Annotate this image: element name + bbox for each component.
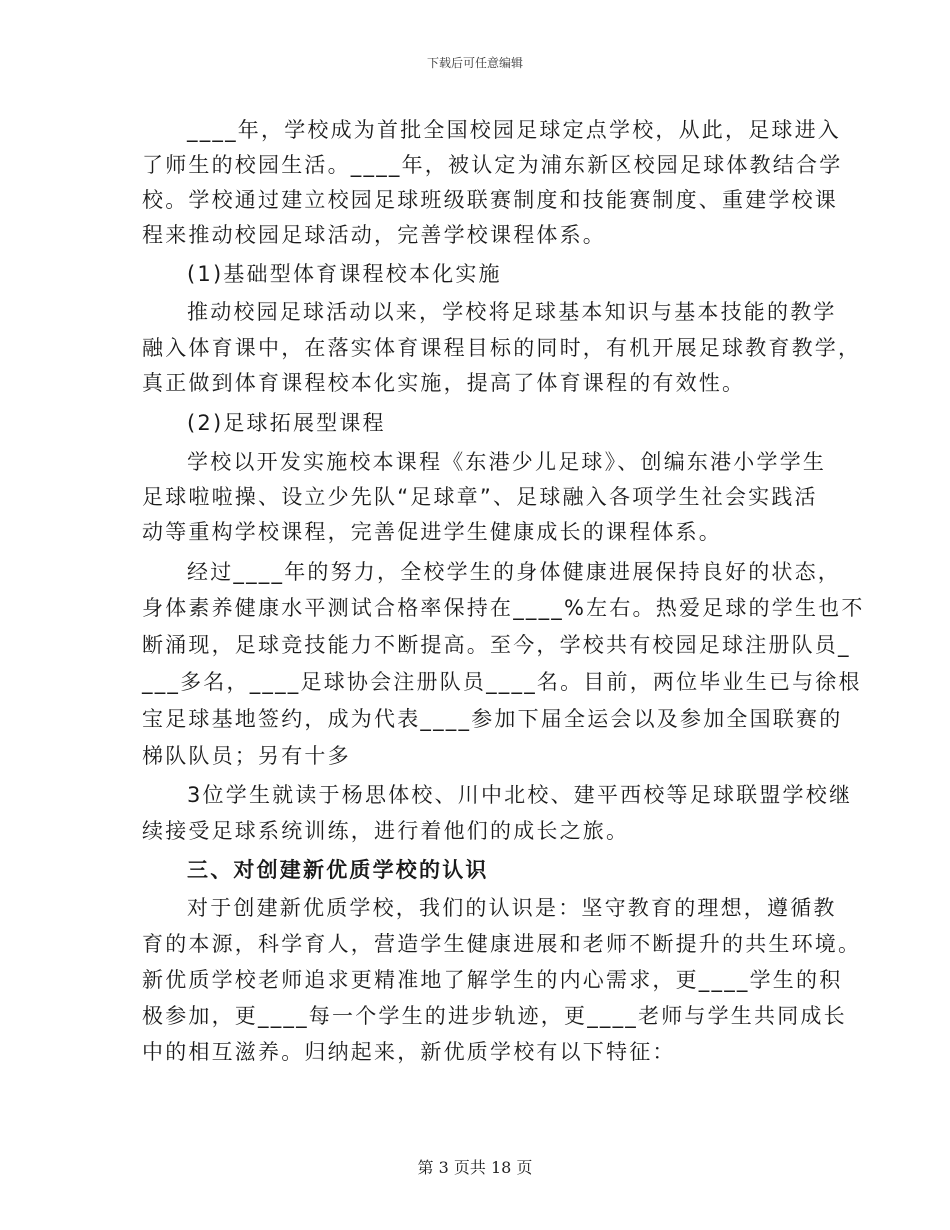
body-line: 对于创建新优质学校，我们的认识是：坚守教育的理想，遵循教: [187, 896, 837, 920]
body-line: 足球啦啦操、设立少先队“足球章”、足球融入各项学生社会实践活: [142, 485, 818, 509]
body-line: 了师生的校园生活。____年，被认定为浦东新区校园足球体教结合学: [142, 153, 843, 177]
body-line: 宝足球基地签约，成为代表____参加下届全运会以及参加全国联赛的: [142, 707, 843, 731]
body-line: 动等重构学校课程，完善促进学生健康成长的课程体系。: [142, 520, 722, 544]
body-line: 梯队队员；另有十多: [142, 744, 351, 768]
subsection-heading: (1)基础型体育课程校本化实施: [187, 262, 502, 286]
body-line: ___多名，____足球协会注册队员____名。目前，两位毕业生已与徐根: [142, 670, 862, 694]
body-line: 身体素养健康水平测试合格率保持在____%左右。热爱足球的学生也不: [142, 596, 865, 620]
body-line: 3位学生就读于杨思体校、川中北校、建平西校等足球联盟学校继: [187, 783, 853, 807]
page-footer: 第 3 页共 18 页: [417, 1158, 533, 1177]
body-line: 极参加，更____每一个学生的进步轨迹，更____老师与学生共同成长: [142, 1004, 847, 1028]
subsection-heading: (2)足球拓展型课程: [187, 411, 386, 435]
body-line: 新优质学校老师追求更精准地了解学生的内心需求，更____学生的积: [142, 968, 843, 992]
body-line: 校。学校通过建立校园足球班级联赛制度和技能赛制度、重建学校课: [142, 188, 838, 212]
body-line: 经过____年的努力，全校学生的身体健康进展保持良好的状态，: [187, 560, 841, 584]
body-line: ____年，学校成为首批全国校园足球定点学校，从此，足球进入: [187, 118, 841, 142]
body-line: 育的本源，科学育人，营造学生健康进展和老师不断提升的共生环境。: [142, 932, 862, 956]
body-line: 融入体育课中，在落实体育课程目标的同时，有机开展足球教育教学，: [142, 336, 862, 360]
body-line: 中的相互滋养。归纳起来，新优质学校有以下特征：: [142, 1040, 676, 1064]
section-heading: 三、对创建新优质学校的认识: [187, 858, 489, 882]
body-line: 真正做到体育课程校本化实施，提高了体育课程的有效性。: [142, 371, 746, 395]
body-line: 推动校园足球活动以来，学校将足球基本知识与基本技能的教学: [187, 300, 837, 324]
body-line: 续接受足球系统训练，进行着他们的成长之旅。: [142, 819, 630, 843]
body-line: 学校以开发实施校本课程《东港少儿足球》、创编东港小学学生: [187, 450, 827, 474]
page-header: 下载后可任意编辑: [426, 56, 523, 70]
body-line: 程来推动校园足球活动，完善学校课程体系。: [142, 223, 606, 247]
body-line: 断涌现，足球竞技能力不断提高。至今，学校共有校园足球注册队员_: [142, 633, 851, 657]
